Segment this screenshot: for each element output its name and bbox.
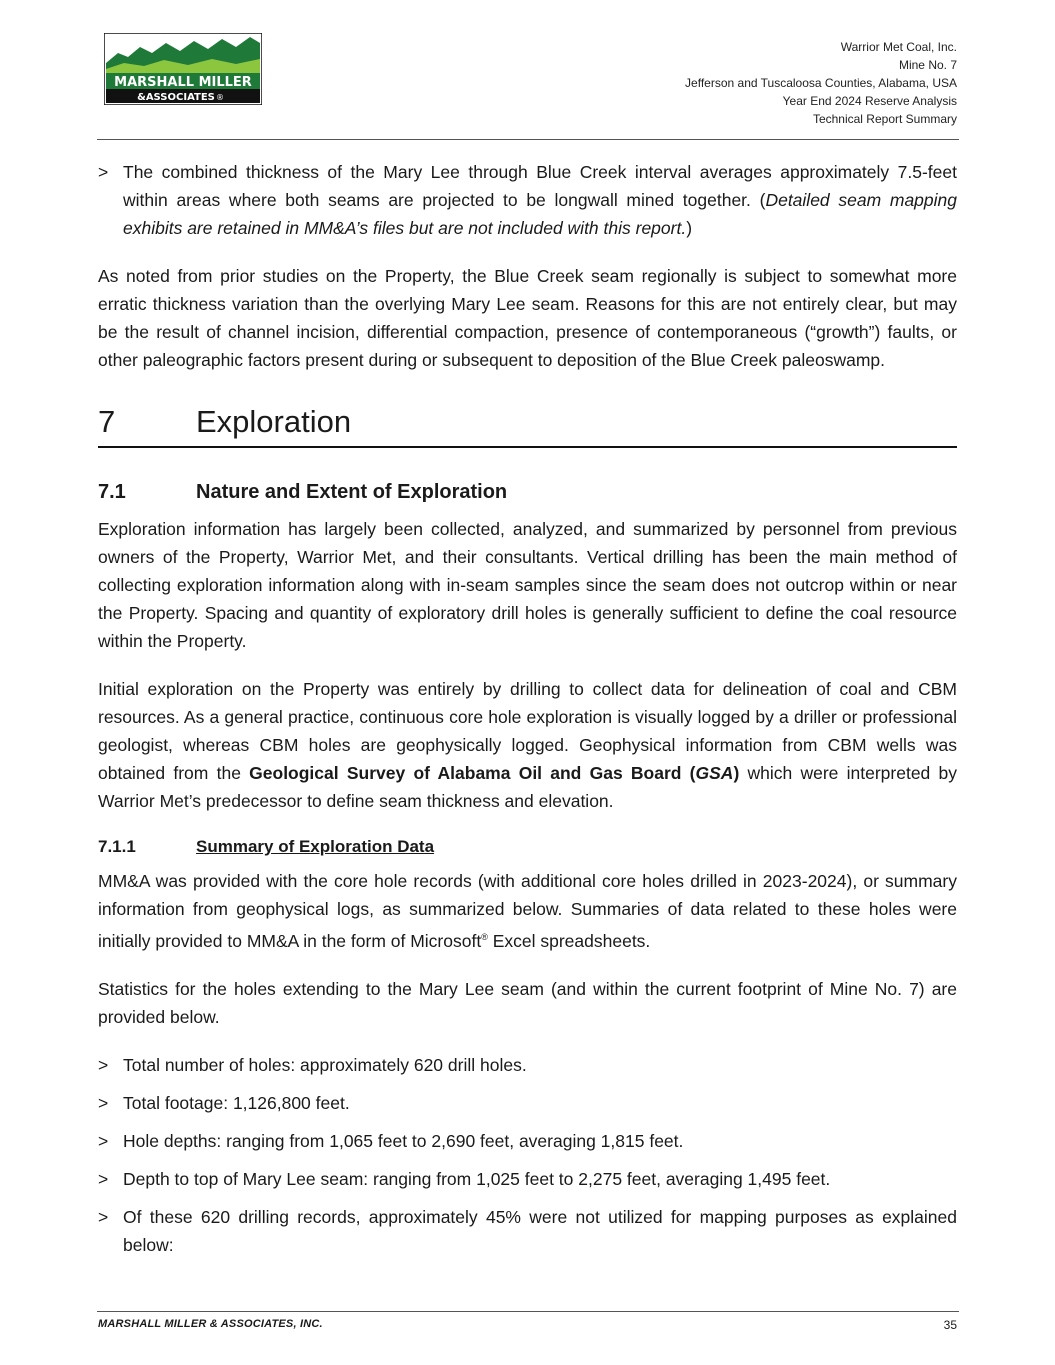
section-number: 7 (98, 404, 116, 439)
logo-line1: MARSHALL MILLER (114, 75, 252, 90)
page-number: 35 (943, 1318, 957, 1332)
subsubsection-heading (98, 835, 957, 859)
logo-line2: &ASSOCIATES (137, 92, 215, 103)
header-analysis: Year End 2024 Reserve Analysis (782, 94, 957, 108)
header-location: Jefferson and Tuscaloosa Counties, Alabama, USA (685, 76, 957, 90)
company-logo (104, 33, 262, 105)
logo-registered: ® (216, 93, 224, 102)
data-summary-paragraph: MM&A was provided with the core hole records (with additional core holes drilled in 2023-2024), or summary information from geophysical logs, as summarized below. Summaries of data related to these holes were initially provided to MM&A in the form of Microsoft® Excel spreadsheets. (98, 871, 957, 951)
section-heading (98, 402, 957, 448)
list-item: > Total footage: 1,126,800 feet. (98, 1092, 350, 1113)
list-item: > Of these 620 drilling records, approximately 45% were not utilized for mapping purposes as explained below: (98, 1206, 957, 1255)
statistics-intro-paragraph: Statistics for the holes extending to the Mary Lee seam (and within the current footprint of Mine No. 7) are provided below. (98, 978, 957, 1027)
page-content (98, 158, 957, 1269)
header-divider (97, 139, 959, 140)
list-item: > Hole depths: ranging from 1,065 feet to 2,690 feet, averaging 1,815 feet. (98, 1130, 684, 1151)
header-mine: Mine No. 7 (898, 58, 957, 72)
subsection-number: 7.1 (98, 481, 126, 503)
intro-bullet: > The combined thickness of the Mary Lee through Blue Creek interval averages approximately 7.5-feet within areas where both seams are projected to be longwall mined together. (Detailed seam mapping exhibits are retained in MM&A’s files but are not included with this report.) (98, 158, 957, 242)
bullet-marker: > (98, 162, 109, 182)
subsubsection-number: 7.1.1 (98, 837, 136, 856)
footer-divider (97, 1311, 959, 1312)
header-company: Warrior Met Coal, Inc. (840, 40, 957, 54)
subsubsection-title: Summary of Exploration Data (196, 837, 435, 856)
section-title: Exploration (196, 404, 352, 439)
exploration-paragraph: Exploration information has largely been collected, analyzed, and summarized by personnel from previous owners of the Property, Warrior Met, and their consultants. Vertical drilling has been the main method of collecting exploration information along with in-seam samples since the seam does not outcrop within or near the Property. Spacing and quantity of exploratory drill holes is generally sufficient to define the coal resource within the Property. (98, 519, 957, 651)
statistics-list (98, 1051, 957, 1259)
footer-company: MARSHALL MILLER & ASSOCIATES, INC. (98, 1318, 323, 1330)
subsection-heading (98, 478, 957, 506)
subsection-title: Nature and Extent of Exploration (196, 481, 508, 503)
blue-creek-paragraph: As noted from prior studies on the Property, the Blue Creek seam regionally is subject to somewhat more erratic thickness variation than the overlying Mary Lee seam. Reasons for this are not entirely clear, but may be the result of channel incision, differential compaction, presence of contemporaneous (“growth”) faults, or other paleographic factors present during or subsequent to deposition of the Blue Creek paleoswamp. (98, 266, 957, 370)
header-report-type: Technical Report Summary (812, 112, 957, 126)
list-item: > Total number of holes: approximately 620 drill holes. (98, 1054, 527, 1075)
report-header (685, 38, 957, 128)
initial-exploration-paragraph: Initial exploration on the Property was entirely by drilling to collect data for delineation of coal and CBM resources. As a general practice, continuous core hole exploration is visually logged by a driller or professional geologist, whereas CBM holes are geophysically logged. Geophysical information from CBM wells was obtained from the Geological Survey of Alabama Oil and Gas Board (GSA) which were interpreted by Warrior Met’s predecessor to define seam thickness and elevation. (98, 679, 957, 811)
list-item: > Depth to top of Mary Lee seam: ranging from 1,025 feet to 2,275 feet, averaging 1,495 feet. (98, 1168, 831, 1189)
